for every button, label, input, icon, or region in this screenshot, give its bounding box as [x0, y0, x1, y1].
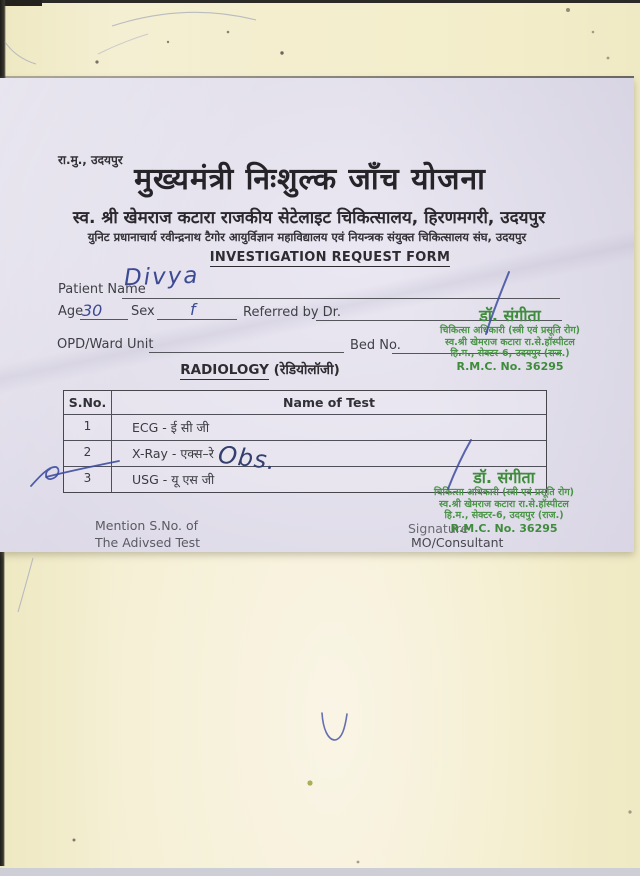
stamp-address: हि.म., सेक्टर-6, उदयपुर (राज.) — [450, 348, 570, 359]
paper-speck — [73, 839, 76, 842]
usg-handwritten-note: Obs. — [216, 440, 278, 476]
scanner-bed-strip — [0, 868, 640, 876]
stamp-designation: चिकित्सा अधिकारी (स्त्री एवं प्रसूति रोग) — [439, 325, 581, 336]
row2-sno: 2 — [64, 441, 112, 466]
investigation-form-page — [0, 78, 634, 552]
opd-ward-line — [149, 351, 344, 353]
affiliation-line: युनिट प्रधानाचार्य रवीन्द्रनाथ टैगोर आयुर्विज्ञान महाविद्यालय एवं नियन्त्रक संयुक्त चिकित्सालय संघ, उदयपुर — [87, 230, 527, 244]
stamp-rmc-number: R.M.C. No. 36295 — [450, 521, 558, 535]
stamp-designation: चिकित्सा अधिकारी (स्त्री एवं प्रसूति रोग) — [433, 487, 575, 498]
scanner-edge-left-upper — [0, 0, 6, 78]
signature-label: Signature — [408, 521, 469, 536]
form-page-top-edge — [0, 76, 634, 78]
radiology-heading-hi: (रेडियोलॉजी) — [273, 362, 340, 378]
paper-speck — [280, 51, 283, 54]
sno-header: S.No. — [64, 391, 112, 414]
patient-name-label: Patient Name — [58, 282, 146, 297]
paper-speck — [227, 31, 230, 34]
stamp-doctor-name: डॉ. संगीता — [479, 306, 541, 325]
paper-speck — [607, 57, 610, 60]
hospital-name: स्व. श्री खेमराज कटारा राजकीय सेटेलाइट चिकित्सालय, हिरणमगरी, उदयपुर — [72, 208, 546, 228]
sex-handwritten: f — [190, 300, 196, 319]
note-line-1: Mention S.No. of — [95, 518, 198, 533]
table-row — [64, 414, 546, 440]
radiology-heading — [100, 360, 420, 378]
stamp-address: हि.म., सेक्टर-6, उदयपुर (राज.) — [444, 510, 564, 521]
row3-test: USG - यू एस जी — [132, 472, 215, 487]
sex-line — [157, 318, 237, 320]
stamp-hospital: स्व.श्री खेमराज कटारा रा.से.हॉस्पीटल — [439, 498, 569, 510]
paper-speck — [566, 8, 570, 12]
faint-pen-arc — [18, 558, 33, 612]
paper-speck — [357, 861, 360, 864]
row3-sno: 3 — [64, 467, 112, 492]
faint-pen-arc — [112, 12, 256, 26]
doctor-stamp-lower — [388, 468, 620, 535]
radiology-heading-en: RADIOLOGY — [180, 362, 269, 378]
paper-speck — [628, 810, 631, 813]
row1-test: ECG - ई सी जी — [132, 420, 210, 435]
note-line-2: The Adivsed Test — [95, 535, 201, 550]
opd-ward-label: OPD/Ward Unit — [57, 337, 154, 352]
paper-speck — [167, 41, 169, 43]
scheme-title: मुख्यमंत्री निःशुल्क जाँच योजना — [134, 162, 486, 197]
age-handwritten: 30 — [82, 301, 103, 320]
faint-pen-scratch — [98, 34, 148, 54]
age-label: Age — [58, 304, 84, 319]
test-name-header: Name of Test — [283, 395, 375, 410]
scanner-edge-left-lower — [0, 552, 5, 866]
scanner-edge-top — [0, 0, 640, 3]
green-speck — [307, 780, 312, 785]
referred-by-label: Referred by Dr. — [243, 305, 341, 320]
row1-sno: 1 — [64, 415, 112, 440]
stamp-rmc-number: R.M.C. No. 36295 — [456, 359, 564, 373]
region-label: रा.मु., उदयपुर — [58, 153, 123, 167]
table-header-row — [64, 391, 546, 414]
stamp-hospital: स्व.श्री खेमराज कटारा रा.से.हॉस्पीटल — [445, 336, 575, 348]
sex-label: Sex — [131, 304, 155, 319]
patient-name-handwritten: Divya — [123, 262, 200, 292]
faint-pen-arc — [5, 42, 36, 64]
patient-name-line — [122, 297, 560, 299]
paper-speck — [95, 60, 98, 63]
doctor-stamp-upper — [394, 306, 626, 373]
paper-speck — [592, 31, 595, 34]
form-title: INVESTIGATION REQUEST FORM — [209, 250, 451, 265]
bed-no-label: Bed No. — [350, 338, 401, 353]
u-shaped-pen-mark — [322, 713, 347, 740]
table-row — [64, 440, 546, 466]
stamp-doctor-name: डॉ. संगीता — [473, 468, 535, 487]
row2-test: X-Ray - एक्स–रे — [132, 446, 214, 461]
mo-consultant-label: MO/Consultant — [411, 535, 504, 550]
scanner-edge-corner — [0, 0, 42, 6]
advised-test-note — [95, 517, 200, 551]
